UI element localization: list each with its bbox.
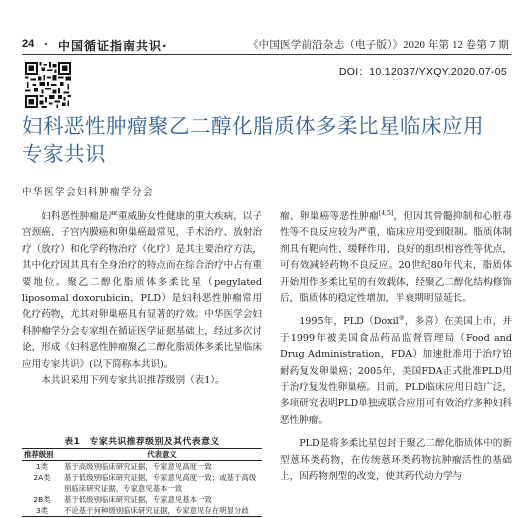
table-row — [22, 505, 262, 517]
table-cell-meaning: 基于高级别临床研究证据，专家意见高度一致 — [64, 462, 212, 471]
right-column — [280, 209, 512, 486]
right-paragraph-2 — [280, 314, 512, 429]
left-column — [22, 209, 262, 389]
left-paragraph-1: 妇科恶性肿瘤是严重威胁女性健康的重大疾病，以子宫颈癌、子宫内膜癌和卵巢癌最常见，手术治疗、放射治疗（放疗）和化学药物治疗（化疗）是其主要治疗方法，其中化疗因其具有全身治疗的特点而在综合治疗中占有重要地位。聚乙二醇化脂质体多柔比星（pegylated liposomal doxorubicin，PLD）是妇科恶性肿瘤常用化疗药物，尤其对卵巢癌具有显著的疗效。中华医学会妇科肿瘤学分会专家组在循证医学证据基础上，经过多次讨论，形成《妇科恶性肿瘤聚乙二醇化脂质体多柔比星临床应用专家共识》(以下简称本共识)。 — [22, 211, 262, 370]
doi[interactable]: DOI：10.12037/YXQY.2020.07-05 — [338, 66, 507, 78]
journal-citation: 《中国医学前沿杂志（电子版）》2020 年第 12 卷第 7 期 — [247, 40, 509, 51]
table-cell-level: 1类 — [35, 462, 49, 471]
table-cell-meaning: 不论基于何种级别临床研究证据，专家意见存在明显分歧 — [62, 505, 262, 517]
page-number: 24 — [22, 38, 35, 50]
title-line-1: 妇科恶性肿瘤聚乙二醇化脂质体多柔比星临床应用 — [22, 114, 484, 138]
citation-ref[interactable]: [4,5] — [378, 209, 394, 217]
qr-code-icon[interactable] — [24, 62, 72, 108]
table-row — [22, 461, 262, 473]
table-cell-meaning: 基于低级别临床研究证据，专家意见基本一致 — [64, 495, 212, 504]
right-p1-text-a: 瘤、卵巢癌等恶性肿瘤 — [280, 211, 379, 222]
right-paragraph-1 — [280, 209, 512, 307]
table-row — [22, 472, 262, 494]
table-row — [22, 494, 262, 505]
table-header-level: 推荐级别 — [22, 449, 62, 461]
table-cell-level: 2B类 — [33, 495, 51, 504]
right-p2-text-a: 1995年，PLD（Doxil — [299, 316, 399, 328]
table-header-meaning: 代表意义 — [62, 449, 262, 461]
right-paragraph-3: PLD是将多柔比星包封于聚乙二醇化脂质体中的新型蒽环类药物，在传统蒽环类药物抗肿瘤活性的基础上，因药物剂型的改变，使其药代动力学与 — [280, 438, 512, 483]
header-separator: · — [44, 38, 48, 51]
article-title — [22, 112, 514, 168]
header-rule — [22, 54, 511, 55]
table-cell-level: 3类 — [22, 505, 62, 517]
recommendation-table — [22, 448, 262, 517]
table-cell-level: 2A类 — [33, 473, 51, 482]
right-p2-text-b: ，多喜）在美国上市，并于1999年被美国食品药品监督管理局（Food and Drug Administration，FDA）加速批准用于治疗铂耐药复发卵巢癌；2005年，美国FDA正式批准PLD用于治疗复发性卵巢癌。目前，PLD临床应用日趋广泛，多项研究表明PLD单独或联合应用可有效治疗多种妇科恶性肿瘤。 — [280, 316, 513, 426]
table-caption: 表1 专家共识推荐级别及其代表意义 — [64, 437, 220, 447]
author-society: 中华医学会妇科肿瘤学分会 — [22, 187, 155, 198]
left-paragraph-2: 本共识采用下列专家共识推荐级别（表1）。 — [41, 375, 225, 387]
registered-mark: ® — [398, 315, 405, 323]
table-cell-meaning: 基于低级别临床研究证据，专家意见高度一致；或基于高级别临床研究证据，专家意见基本一致 — [64, 473, 257, 493]
title-line-2: 专家共识 — [22, 142, 106, 166]
right-p1-text-b: ，但因其骨髓抑制和心脏毒性等不良反应较为严重，临床应用受到限制。脂质体制剂具有靶向性、缓释作用、良好的组织相容性等优点，可有效减轻药物不良反应。20世纪80年代末，脂质体开始用作多柔比星的有效载体，经聚乙二醇化结构修饰后，脂质体的稳定性增加，半衰期明显延长。 — [280, 211, 512, 305]
column-title: 中国循证指南共识· — [58, 39, 168, 53]
